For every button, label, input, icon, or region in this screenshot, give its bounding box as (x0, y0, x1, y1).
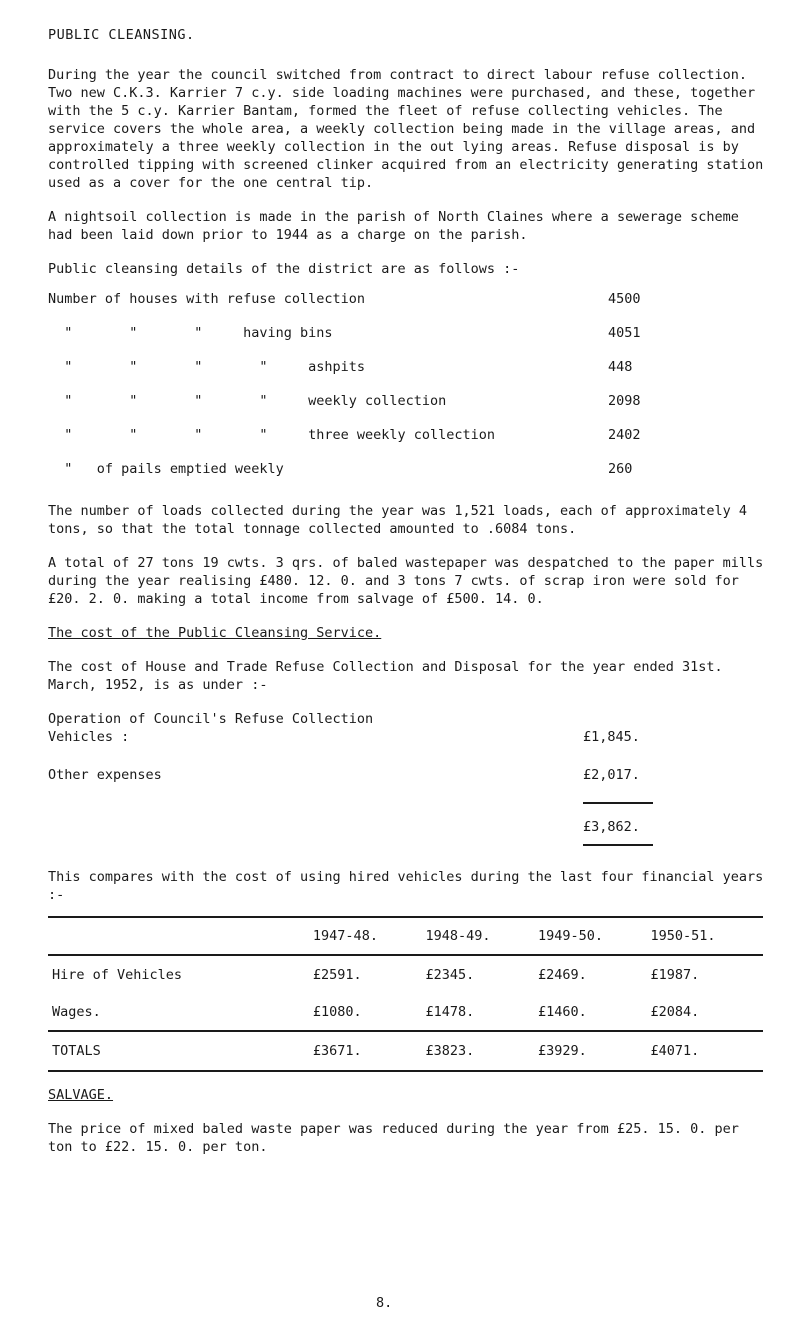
year-header: 1947-48. (312, 928, 378, 944)
detail-label: Number of houses with refuse collection (48, 291, 365, 307)
detail-row (48, 316, 766, 350)
detail-value: 448 (608, 359, 633, 375)
detail-label: " of pails emptied weekly (48, 461, 284, 477)
cost-label: Other expenses (48, 767, 162, 783)
cost-row-other (48, 766, 766, 784)
cost-value: £2,017. (583, 767, 640, 783)
detail-row (48, 384, 766, 418)
cleansing-details-list (48, 282, 766, 486)
table-row (48, 955, 763, 993)
table-row (48, 993, 763, 1031)
detail-value: 2402 (608, 427, 641, 443)
detail-value: 2098 (608, 393, 641, 409)
cell-value: £1080. (312, 1003, 362, 1020)
paragraph-refuse-collection: During the year the council switched from contract to direct labour refuse collection. Two new C.K.3. Karrier 7 c.y. side loading machines were purchased, and these, together with the 5 c.y. Karrier Bantam, formed the fleet of refuse collecting vehicles. The service covers the whole area, a weekly collection being made in the village areas, and approximately a three weekly collection in the out lying areas. Refuse disposal is by controlled tipping with screened clinker acquired from an electricity generating station used as a cover for the one central tip. (48, 67, 764, 191)
paragraph-loads: The number of loads collected during the year was 1,521 loads, each of approximately 4 tons, so that the total tonnage collected amounted to .6084 tons. (48, 503, 747, 537)
year-header: 1949-50. (537, 928, 603, 944)
row-label: Wages. (52, 1003, 101, 1020)
total-value: £4071. (650, 1043, 700, 1059)
totals-label: TOTALS (52, 1043, 101, 1059)
salvage-text: The price of mixed baled waste paper was reduced during the year from £25. 15. 0. per ton to £22. 15. 0. per ton. (48, 1121, 739, 1155)
section-heading: PUBLIC CLEANSING. (48, 27, 195, 43)
detail-label: " " " " weekly collection (48, 393, 447, 409)
detail-label: " " " having bins (48, 325, 333, 341)
cost-value: £1,845. (583, 729, 640, 745)
detail-row (48, 282, 766, 316)
detail-label: " " " " three weekly collection (48, 427, 496, 443)
cost-label: Vehicles : (48, 729, 130, 745)
salvage-title: SALVAGE. (48, 1087, 114, 1103)
paragraph-details-intro: Public cleansing details of the district are as follows :- (48, 261, 520, 277)
cost-section-title: The cost of the Public Cleansing Service. (48, 625, 382, 641)
detail-row (48, 350, 766, 384)
paragraph-salvage-income: A total of 27 tons 19 cwts. 3 qrs. of baled wastepaper was despatched to the paper mills during the year realising £480. 12. 0. and 3 tons 7 cwts. of scrap iron were sold for £20. 2. 0. making a total income from salvage of £500. 14. 0. (48, 555, 764, 607)
cell-value: £1987. (650, 966, 700, 983)
cost-total-value: £3,862. (583, 819, 640, 835)
cell-value: £2591. (312, 966, 362, 983)
total-value: £3929. (537, 1043, 587, 1059)
cell-value: £1478. (425, 1003, 475, 1020)
hired-vehicles-table (48, 916, 763, 1072)
cell-value: £2469. (537, 966, 587, 983)
total-value: £3823. (425, 1043, 475, 1059)
cost-intro: The cost of House and Trade Refuse Collection and Disposal for the year ended 31st. March, 1952, is as under :- (48, 659, 723, 693)
year-header: 1950-51. (650, 928, 716, 944)
page-number: 8. (376, 1295, 393, 1311)
year-header: 1948-49. (425, 928, 491, 944)
cost-row-total (48, 818, 766, 836)
detail-value: 260 (608, 461, 633, 477)
detail-value: 4500 (608, 291, 641, 307)
detail-row (48, 452, 766, 486)
compare-text: This compares with the cost of using hired vehicles during the last four financial years :- (48, 869, 764, 903)
row-label: Hire of Vehicles (52, 966, 183, 983)
cell-value: £2084. (650, 1003, 700, 1020)
detail-label: " " " " ashpits (48, 359, 365, 375)
cost-line-vehicles-label-a: Operation of Council's Refuse Collection (48, 711, 374, 727)
detail-row (48, 418, 766, 452)
cell-value: £2345. (425, 966, 475, 983)
detail-value: 4051 (608, 325, 641, 341)
paragraph-nightsoil: A nightsoil collection is made in the parish of North Claines where a sewerage scheme had been laid down prior to 1944 as a charge on the parish. (48, 209, 739, 243)
cost-row-vehicles (48, 728, 766, 746)
total-value: £3671. (312, 1043, 362, 1059)
table-totals-row (48, 1031, 763, 1071)
table-header-row (48, 917, 763, 955)
cell-value: £1460. (537, 1003, 587, 1020)
document-page (48, 26, 766, 1156)
